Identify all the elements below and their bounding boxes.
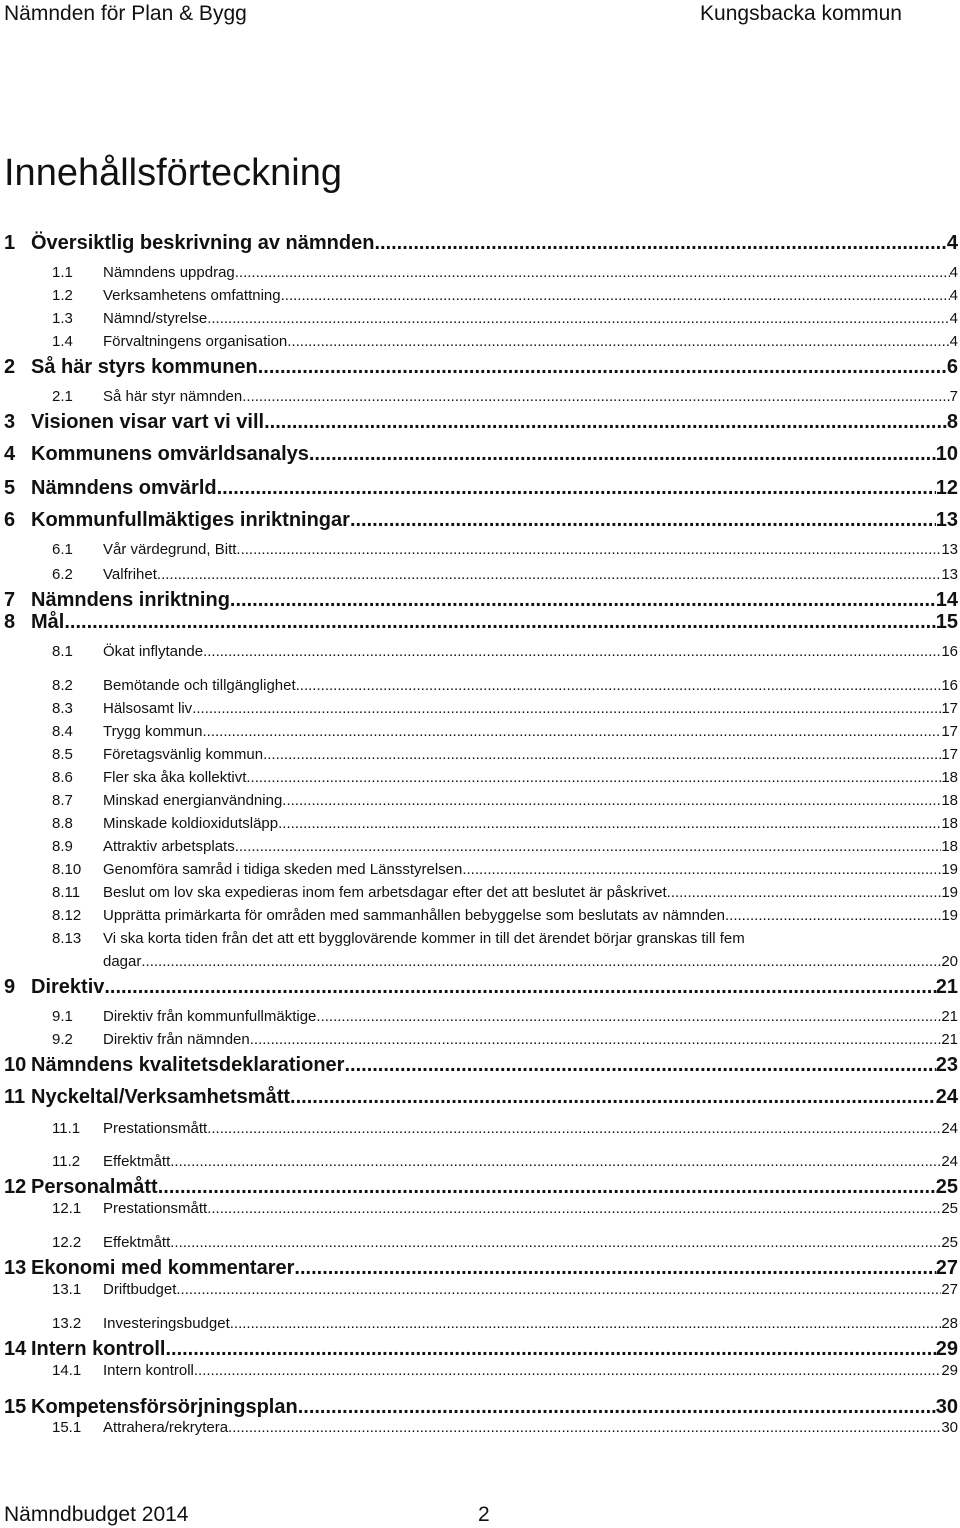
toc-entry-page: 4 [949,333,958,350]
toc-entry-title: Direktiv från nämnden [103,1031,250,1048]
toc-entry-title: Nämndens uppdrag [103,264,235,281]
toc-entry-page: 20 [941,953,958,970]
toc-entry-page: 18 [941,815,958,832]
toc-entry-title: Nämnd/styrelse [103,310,208,327]
toc-dot-leader [165,1338,935,1361]
toc-dot-leader [242,388,949,405]
toc-dot-leader [230,589,936,612]
toc-entry-page: 23 [935,1054,958,1076]
toc-entry-page: 4 [949,287,958,304]
toc-entry-title: Fler ska åka kollektivt [103,769,247,786]
toc-entry-number: 8.2 [52,677,73,694]
toc-entry-title: Så här styrs kommunen [31,356,258,378]
toc-entry-page: 7 [949,388,958,405]
toc-entry-page: 8 [946,411,958,433]
toc-entry-title: Intern kontroll [31,1338,166,1360]
toc-entry-page: 4 [949,264,958,281]
toc-entry-title: Beslut om lov ska expedieras inom fem arbetsdagar efter det att beslutet är påskrivet [103,884,667,901]
toc-dot-leader [104,976,935,999]
toc-entry-page: 10 [935,443,958,465]
toc-entry-page: 16 [941,643,958,660]
toc-dot-leader [235,838,942,855]
toc-dot-leader [281,287,950,304]
toc-entry-title: Visionen visar vart vi vill [31,411,265,433]
toc-entry-page: 16 [941,677,958,694]
footer-page-number: 2 [478,1503,490,1526]
toc-entry-title: Prestationsmått [103,1120,208,1137]
toc-entry-title: Kommunfullmäktiges inriktningar [31,509,350,531]
toc-entry-title: Ökat inflytande [103,643,204,660]
toc-dot-leader [236,541,941,558]
toc-entry-number: 6 [4,509,16,531]
toc-dot-leader [344,1054,935,1077]
toc-entry-title: Kompetensförsörjningsplan [31,1396,298,1418]
footer-document-name: Nämndbudget 2014 [4,1503,189,1526]
toc-entry-page: 25 [941,1234,958,1251]
toc-dot-leader [374,232,946,255]
toc-dot-leader [64,611,935,634]
toc-entry-number: 8.13 [52,930,82,947]
toc-entry-title: Intern kontroll [103,1362,194,1379]
toc-entry-title: Effektmått [103,1153,171,1170]
toc-entry-number: 8.3 [52,700,73,717]
toc-entry-page: 21 [941,1008,958,1025]
toc-entry-number: 11.1 [52,1120,81,1137]
toc-entry-number: 8.10 [52,861,82,878]
toc-entry-page: 12 [935,477,958,499]
toc-dot-leader [203,643,941,660]
toc-entry-page: 19 [941,884,958,901]
toc-dot-leader [294,1257,935,1280]
toc-entry-page: 28 [941,1315,958,1332]
toc-entry-number: 8.11 [52,884,81,901]
toc-entry-title: Attrahera/rekrytera [103,1419,229,1436]
toc-entry-title: Nyckeltal/Verksamhetsmått [31,1086,291,1108]
toc-entry-title: Bemötande och tillgänglighet [103,677,296,694]
header-committee-name: Nämnden för Plan & Bygg [4,2,247,25]
toc-dot-leader [258,356,947,379]
toc-entry-page: 4 [949,310,958,327]
toc-entry-page: 30 [941,1419,958,1436]
toc-entry-number: 8.12 [52,907,82,924]
toc-entry-number: 8.4 [52,723,73,740]
toc-entry-number: 8.5 [52,746,73,763]
toc-entry-number: 2.1 [52,388,73,405]
toc-entry-page: 27 [935,1257,958,1279]
toc-entry-title: Nämndens kvalitetsdeklarationer [31,1054,345,1076]
toc-entry-number: 11 [4,1086,26,1108]
toc-dot-leader [316,1008,941,1025]
toc-entry-number: 8 [4,611,16,633]
toc-entry-page: 19 [941,907,958,924]
toc-entry-page: 17 [941,723,958,740]
toc-entry-number: 10 [4,1054,27,1076]
toc-entry-number: 12 [4,1176,27,1198]
toc-dot-leader [287,333,949,350]
toc-entry-title: Nämndens inriktning [31,589,230,611]
toc-entry-number: 14.1 [52,1362,82,1379]
toc-dot-leader [246,769,941,786]
toc-entry-number: 1 [4,232,16,254]
toc-entry-page: 29 [941,1362,958,1379]
toc-entry-title-continued: dagar [103,953,142,970]
toc-entry-number: 2 [4,356,16,378]
toc-entry-title: Driftbudget [103,1281,177,1298]
toc-dot-leader [230,1315,942,1332]
toc-entry-number: 8.1 [52,643,73,660]
toc-entry-title: Effektmått [103,1234,171,1251]
toc-entry-title: Kommunens omvärldsanalys [31,443,309,465]
toc-entry-number: 8.6 [52,769,73,786]
toc-entry-page: 13 [935,509,958,531]
toc-entry-title: Verksamhetens omfattning [103,287,281,304]
toc-dot-leader [467,861,942,878]
toc-entry-title: Trygg kommun [103,723,203,740]
toc-dot-leader [290,1086,936,1109]
toc-dot-leader [158,1176,936,1199]
toc-entry-title: Minskade koldioxidutsläpp [103,815,279,832]
toc-entry-title: Direktiv från kommunfullmäktige [103,1008,317,1025]
toc-entry-page: 17 [941,746,958,763]
toc-entry-number: 13.1 [52,1281,82,1298]
toc-entry-number: 8.8 [52,815,73,832]
toc-entry-title: Personalmått [31,1176,158,1198]
toc-entry-title: Vår värdegrund, Bitt [103,541,237,558]
toc-entry-number: 9 [4,976,16,998]
toc-dot-leader [298,1396,936,1419]
toc-entry-page: 4 [946,232,958,254]
toc-entry-title: Företagsvänlig kommun [103,746,264,763]
toc-entry-title: Investeringsbudget [103,1315,230,1332]
toc-entry-page: 17 [941,700,958,717]
toc-dot-leader [235,264,950,281]
toc-entry-number: 12.2 [52,1234,82,1251]
toc-entry-number: 4 [4,443,16,465]
toc-dot-leader [202,723,941,740]
toc-dot-leader [725,907,941,924]
toc-dot-leader [228,1419,941,1436]
toc-entry-number: 6.1 [52,541,73,558]
toc-dot-leader [192,700,941,717]
toc-dot-leader [194,1362,941,1379]
toc-dot-leader [278,815,941,832]
toc-entry-page: 13 [941,541,958,558]
toc-entry-number: 3 [4,411,16,433]
toc-dot-leader [157,566,941,583]
toc-entry-number: 9.2 [52,1031,73,1048]
toc-entry-number: 12.1 [52,1200,82,1217]
toc-entry-page: 18 [941,838,958,855]
toc-entry-page: 24 [941,1153,958,1170]
toc-dot-leader [176,1281,941,1298]
toc-entry-title: Genomföra samråd i tidiga skeden med Länsstyrelsen. [103,861,467,878]
toc-entry-title: Hälsosamt liv [103,700,193,717]
toc-entry-number: 13 [4,1257,27,1279]
toc-entry-page: 14 [935,589,958,611]
toc-dot-leader [250,1031,942,1048]
toc-entry-title: Valfrihet [103,566,157,583]
toc-entry-page: 13 [941,566,958,583]
toc-entry-page: 30 [935,1396,958,1418]
toc-entry-title: Nämndens omvärld [31,477,217,499]
toc-dot-leader [207,310,949,327]
toc-entry-number: 9.1 [52,1008,73,1025]
toc-entry-title: Mål [31,611,65,633]
toc-entry-number: 1.1 [52,264,73,281]
toc-entry-title: Översiktlig beskrivning av nämnden [31,232,375,254]
toc-entry-page: 18 [941,769,958,786]
toc-dot-leader [282,792,941,809]
toc-dot-leader [263,746,941,763]
toc-entry-title: Minskad energianvändning [103,792,283,809]
toc-entry-number: 1.3 [52,310,73,327]
toc-entry-page: 25 [941,1200,958,1217]
toc-entry-page: 25 [935,1176,958,1198]
toc-entry-page: 29 [935,1338,958,1360]
header-municipality-name: Kungsbacka kommun [700,2,902,25]
toc-entry-number: 5 [4,477,16,499]
toc-dot-leader [170,1234,941,1251]
toc-dot-leader [217,477,936,500]
toc-entry-number: 14 [4,1338,27,1360]
toc-dot-leader [309,443,936,466]
toc-entry-number: 7 [4,589,16,611]
toc-dot-leader [667,884,942,901]
toc-entry-title: Prestationsmått [103,1200,208,1217]
toc-entry-number: 6.2 [52,566,73,583]
toc-entry-page: 27 [941,1281,958,1298]
page-title: Innehållsförteckning [4,152,342,194]
toc-entry-title: Upprätta primärkarta för områden med sammanhållen bebyggelse som beslutats av nämnden [103,907,725,924]
toc-dot-leader [264,411,947,434]
toc-entry-page: 21 [935,976,958,998]
toc-entry-number: 8.7 [52,792,73,809]
toc-entry-number: 15 [4,1396,27,1418]
toc-dot-leader [141,953,941,970]
toc-entry-title: Direktiv [31,976,105,998]
toc-entry-title: Vi ska korta tiden från det att ett bygglovärende kommer in till det ärendet börjar granskas till fem [103,930,745,947]
toc-entry-page: 24 [941,1120,958,1137]
toc-entry-page: 6 [946,356,958,378]
toc-entry-number: 1.4 [52,333,73,350]
toc-entry-number: 15.1 [52,1419,82,1436]
toc-entry-page: 19 [941,861,958,878]
toc-entry-number: 8.9 [52,838,73,855]
toc-entry-number: 13.2 [52,1315,82,1332]
toc-entry-number: 11.2 [52,1153,81,1170]
toc-entry-page: 21 [941,1031,958,1048]
toc-entry-number: 1.2 [52,287,73,304]
toc-entry-title: Attraktiv arbetsplats [103,838,235,855]
toc-dot-leader [296,677,942,694]
toc-entry-title: Förvaltningens organisation [103,333,288,350]
toc-dot-leader [350,509,936,532]
toc-entry-page: 24 [935,1086,958,1108]
toc-dot-leader [207,1120,941,1137]
toc-dot-leader [207,1200,941,1217]
toc-entry-page: 15 [935,611,958,633]
toc-entry-page: 18 [941,792,958,809]
toc-entry-title: Ekonomi med kommentarer [31,1257,295,1279]
toc-entry-title: Så här styr nämnden [103,388,243,405]
toc-dot-leader [170,1153,941,1170]
